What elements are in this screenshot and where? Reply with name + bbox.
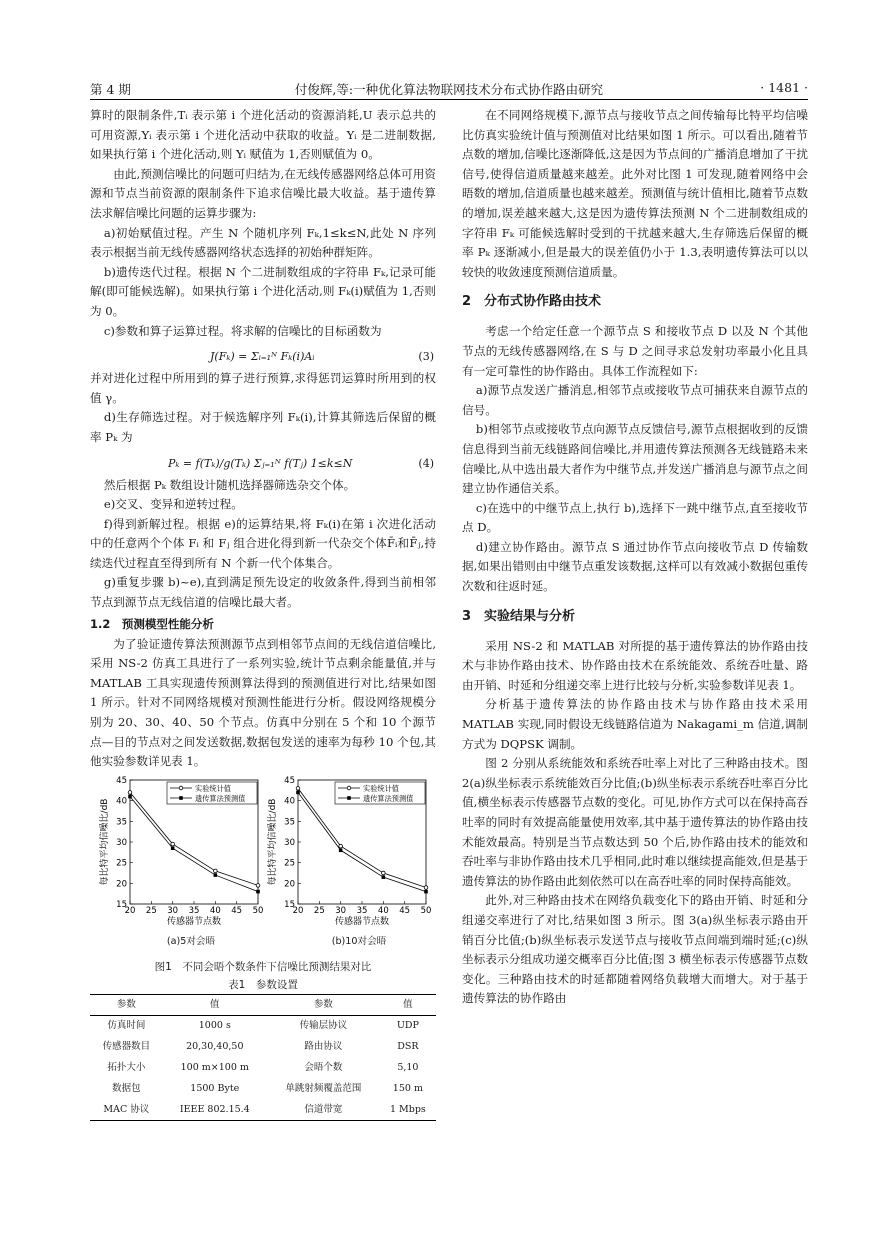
figure-sublabel: (a)5对会晤 [166,935,216,947]
data-point [171,846,175,850]
data-point [256,883,260,887]
figure-1b [266,774,432,947]
x-tick-label: 50 [252,905,264,916]
equation-number: (3) [418,350,434,364]
table-cell: 会晤个数 [304,1062,343,1074]
step-a: a)初始赋值过程。产生 N 个随机序列 Fₖ,1≤k≤N,此处 N 序列表示根据当前无线传感器网络状态选择的初始种群矩阵。 [90,225,436,260]
table-header-row [90,994,436,1015]
x-tick-label: 45 [231,905,243,916]
table-row [90,1078,436,1099]
data-point [214,869,218,873]
paragraph: 并对进化过程中所用到的算子进行预算,求得惩罚运算时所用到的权值 γ。 [90,371,436,405]
step-g: g)重复步骤 b)~e),直到满足预先设定的收敛条件,得到当前相邻节点到源节点无线信道的信噪比最大者。 [90,575,436,610]
table-cell: 传感器数目 [102,1041,151,1053]
series-line-1 [130,792,258,885]
x-tick-label: 45 [399,905,411,916]
step-d: d)建立协作路由。源节点 S 通过协作节点向接收节点 D 传输数据,如果出错则由中继节点重发该数据,这样可以有效减小数据包重传次数和往返时延。 [462,539,808,594]
parameter-table [90,994,436,1121]
data-point [128,790,132,794]
y-tick-label: 45 [284,775,295,786]
legend-label: 遗传算法预测值 [363,793,414,803]
section-heading: 2 分布式协作路由技术 [462,294,602,310]
table-cell: DSR [397,1041,419,1053]
y-tick-label: 45 [116,775,127,786]
data-point [171,842,175,846]
y-tick-label: 30 [116,837,127,848]
x-tick-label: 35 [356,905,368,916]
table-caption: 表1 参数设置 [228,978,298,991]
table-cell: 5,10 [397,1062,419,1074]
table-header-cell: 值 [163,994,267,1015]
equation-4 [90,448,436,476]
table-row [90,1099,436,1120]
equation-3 [90,341,436,369]
equation-number: (4) [418,456,434,470]
left-column [90,106,436,1121]
table-row [90,1057,436,1078]
legend-label: 实验统计值 [363,783,399,793]
y-tick-label: 40 [116,796,127,807]
x-tick-label: 20 [292,905,304,916]
table-header-cell: 值 [380,994,436,1015]
step-b: b)遗传迭代过程。根据 N 个二进制数组成的字符串 Fₖ,记录可能解(即可能候选解)。如果执行第 i 个进化活动,则 Fₖ(i)赋值为 1,否则为 0。 [90,264,436,318]
paragraph: 在不同网络规模下,源节点与接收节点之间传输每比特平均信噪比仿真实验统计值与预测值对比结果如图 1 所示。可以看出,随着节点数的增加,信噪比逐渐降低,这是因为节点间的广播消息增加了干扰信号,使得信道质量越来越差。此外对比图 1 可发现,随着网络中会晤数的增加,信道质量也越来越差。预测值与统计值相比,随着节点数的增加,误差越来越大,这是因为遗传算法预测 N 个二进制数组成的字符串 Fₖ 可能候选解时受到的干扰越来越大,生存筛选后保留的概率 Pₖ 逐渐减小,但是最大的误差值仍小于 1.3,表明遗传算法可以以较快的收敛速度预测信道质量。 [462,108,808,279]
x-tick-label: 25 [145,905,157,916]
paragraph: 为了验证遗传算法预测源节点到相邻节点间的无线信道信噪比,采用 NS-2 仿真工具进行了一系列实验,统计节点剩余能量值,并与 MATLAB 工具实现遗传预测算法得到的预测值进行对比,结果如图 1 所示。针对不同网络规模对预测性能进行分析。假设网络规模分别为 20、30、40、50 个节点。仿真中分别在 5 个和 10 个源节点—目的节点对之间发送数据,数据包发送的速率为每秒 10 个包,其他实验参数详见表 1。 [90,636,436,769]
data-point [296,786,300,790]
table-row [90,1036,436,1057]
chart-svg [266,774,432,932]
table-cell: 拓扑大小 [107,1062,146,1074]
step-a: a)源节点发送广播消息,相邻节点或接收节点可捕获来自源节点的信号。 [462,383,808,417]
step-c: c)参数和算子运算过程。将求解的信噪比的目标函数为 [103,323,382,338]
x-tick-label: 40 [377,905,389,916]
legend-marker [179,786,183,790]
series-line-2 [298,792,426,891]
issue-number: 第 4 期 [90,82,131,97]
equation-body: Pₖ = f(Tₖ)/g(Tₖ) Σⱼ₌₁ᴺ f(Tⱼ) 1≤k≤N [168,456,353,470]
y-tick-label: 35 [116,817,127,828]
subsection-heading: 1.2 预测模型性能分析 [90,616,214,631]
x-tick-label: 30 [167,905,179,916]
y-tick-label: 15 [284,899,295,910]
series-line-1 [298,788,426,887]
table-cell: 1500 Byte [190,1083,240,1095]
table-row [90,1015,436,1036]
equation-body: J(Fₖ) = Σᵢ₌₁ᴺ Fₖ(i)Aᵢ [210,350,315,364]
paragraph: 算时的限制条件,Tᵢ 表示第 i 个进化活动的资源消耗,U 表示总共的可用资源,Yᵢ 表示第 i 个进化活动中获取的收益。Yᵢ 是二进制数据,如果执行第 i 个进化活动,则 Yᵢ 赋值为 1,否则赋值为 0。 [90,108,436,162]
step-f: f)得到新解过程。根据 e)的运算结果,将 Fₖ(i)在第 i 次进化活动中的任意两个个体 Fᵢ 和 Fⱼ 组合进化得到新一代杂交个体F̄ᵢ和F̄ⱼ,持续迭代过程直至得到所有 N 个新一代个体集合。 [90,516,436,570]
paragraph: 采用 NS-2 和 MATLAB 对所提的基于遗传算法的协作路由技术与非协作路由技术、协作路由技术在系统能效、系统吞吐量、路由开销、时延和分组递交率上进行比较与分析,实验参数详见表 1。 [462,638,808,692]
x-tick-label: 50 [420,905,432,916]
table-cell: 1000 s [198,1020,231,1032]
step-e: e)交叉、变异和逆转过程。 [103,497,243,512]
y-tick-label: 25 [116,858,127,869]
x-axis-label: 传感器节点数 [166,916,222,927]
x-tick-label: 20 [124,905,136,916]
table-cell: 数据包 [112,1083,141,1095]
header-rule [90,99,808,100]
table-cell: 传输层协议 [299,1020,348,1032]
paragraph: 此外,对三种路由技术在网络负载变化下的路由开销、时延和分组递交率进行了对比,结果如图 3 所示。图 3(a)纵坐标表示路由开销百分比值;(b)纵坐标表示发送节点与接收节点间端到端时延;(c)纵坐标表示分组成功递交概率百分比值;图 3 横坐标表示传感器节点数变化。三种路由技术的时延都随着网络负载增大而增大。对于基于遗传算法的协作路由 [462,893,808,1006]
table-cell: 路由协议 [304,1041,343,1053]
data-point [382,871,386,875]
y-tick-label: 35 [284,817,295,828]
step-d: d)生存筛选过程。对于候选解序列 Fₖ(i),计算其筛选后保留的概率 Pₖ 为 [90,410,436,444]
section-heading: 3 实验结果与分析 [462,608,576,624]
series-line-2 [130,793,258,891]
data-point [296,790,300,794]
table-cell: 150 m [392,1083,423,1095]
legend-label: 实验统计值 [195,783,231,793]
table-cell: 100 m×100 m [180,1062,249,1074]
table-cell: 信道带宽 [267,1099,380,1120]
paragraph: 考虑一个给定任意一个源节点 S 和接收节点 D 以及 N 个其他节点的无线传感器网络,在 S 与 D 之间寻求总发射功率最小化且具有一定可靠性的协作路由。具体工作流程如下: [462,324,808,378]
y-axis-label: 每比特平均信噪比/dB [268,798,278,886]
y-tick-label: 25 [284,858,295,869]
legend-marker [347,786,351,790]
legend-marker [179,796,183,800]
table-cell: MAC 协议 [90,1099,163,1120]
table-cell: 20,30,40,50 [186,1041,244,1053]
step-b: b)相邻节点或接收节点向源节点反馈信号,源节点根据收到的反馈信息得到当前无线链路间信噪比,并用遗传算法预测各无线链路未来信噪比,从中选出最大者作为中继节点,并发送广播消息与源节点之间建立协作通信关系。 [462,422,808,496]
table-cell: IEEE 802.15.4 [163,1099,267,1120]
figure-1a [98,774,264,947]
table-cell: 仿真时间 [107,1020,146,1032]
data-point [214,873,218,877]
table-header-cell: 参数 [90,994,163,1015]
table-cell: UDP [396,1020,419,1032]
chart-svg [98,774,264,932]
paragraph: 分析基于遗传算法的协作路由技术与协作路由技术采用 MATLAB 实现,同时假设无线链路信道为 Nakagami_m 信道,调制方式为 DQPSK 调制。 [462,697,808,751]
data-point [424,885,428,889]
y-tick-label: 20 [284,879,295,890]
y-axis-label: 每比特平均信噪比/dB [100,798,110,886]
paragraph: 然后根据 Pₖ 数组设计随机选择器筛选杂交个体。 [103,477,356,492]
data-point [128,795,132,799]
step-c: c)在选中的中继节点上,执行 b),选择下一跳中继节点,直至接收节点 D。 [462,500,808,535]
table-cell: 单跳射频覆盖范围 [285,1083,362,1095]
table-cell: 1 Mbps [380,1099,436,1120]
x-tick-label: 25 [313,905,325,916]
right-column [462,106,808,1009]
figure-1 [90,774,436,958]
table-header-cell: 参数 [267,994,380,1015]
data-point [256,890,260,894]
x-tick-label: 30 [335,905,347,916]
running-title: 付俊辉,等:一种优化算法物联网技术分布式协作路由研究 [294,82,604,97]
y-tick-label: 15 [116,899,127,910]
x-tick-label: 40 [209,905,221,916]
data-point [339,844,343,848]
y-tick-label: 20 [116,879,127,890]
x-axis-label: 传感器节点数 [334,916,390,927]
figure-sublabel: (b)10对会晤 [331,935,387,947]
y-tick-label: 40 [284,796,295,807]
paragraph: 由此,预测信噪比的问题可归结为,在无线传感器网络总体可用资源和节点当前资源的限制条件下追求信噪比最大收益。基于遗传算法求解信噪比问题的运算步骤为: [90,166,436,220]
data-point [382,875,386,879]
data-point [424,890,428,894]
page-number: · 1481 · [760,80,808,95]
data-point [339,848,343,852]
paragraph: 图 2 分别从系统能效和系统吞吐率上对比了三种路由技术。图 2(a)纵坐标表示系统能效百分比值;(b)纵坐标表示系统吞吐率百分比值,横坐标表示传感器节点数的变化。可见,协作方式可以在保持高吞吐率的同时有效提高能量使用效率,其中基于遗传算法的协作路由技术能效最高。特别是当节点数达到 50 个后,协作路由技术的能效和吞吐率与非协作路由技术几乎相同,此时难以继续提高能效,但是基于遗传算法的协作路由此刻依然可以在高吞吐率的同时保持高能效。 [462,756,808,888]
legend-marker [347,796,351,800]
y-tick-label: 30 [284,837,295,848]
figure-caption: 图1 不同会晤个数条件下信噪比预测结果对比 [154,960,372,973]
legend-label: 遗传算法预测值 [195,793,246,803]
x-tick-label: 35 [188,905,200,916]
running-header [90,80,808,100]
